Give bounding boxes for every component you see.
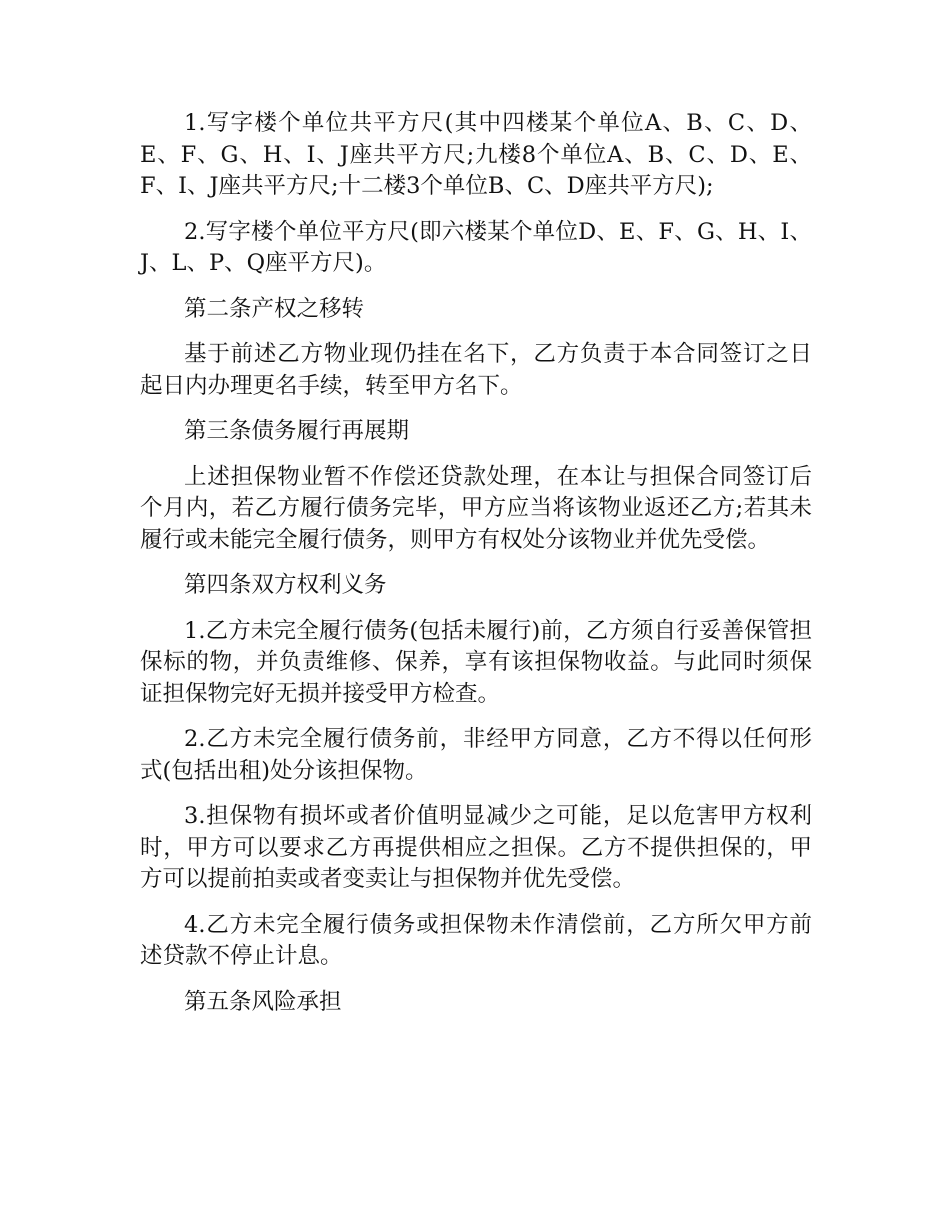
article-4-heading: 第四条双方权利义务 [184,572,387,598]
article-3-heading: 第三条债务履行再展期 [184,418,410,444]
article-2-paragraph: 基于前述乙方物业现仍挂在名下，乙方负责于本合同签订之日起日内办理更名手续，转至甲方名下。 [140,341,812,399]
article-4-item-3-paragraph: 3.担保物有损坏或者价值明显减少之可能，足以危害甲方权利时，甲方可以要求乙方再提供相应之担保。乙方不提供担保的，甲方可以提前拍卖或者变卖让与担保物并优先受偿。 [140,803,812,892]
clause-1-2-paragraph: 2.写字楼个单位平方尺(即六楼某个单位D、E、F、G、H、I、J、L、P、Q座平方尺)。 [140,218,812,276]
article-3-paragraph: 上述担保物业暂不作偿还贷款处理，在本让与担保合同签订后个月内，若乙方履行债务完毕，甲方应当将该物业返还乙方;若其未履行或未能完全履行债务，则甲方有权处分该物业并优先受偿。 [140,463,812,553]
article-4-item-1-paragraph: 1.乙方未完全履行债务(包括未履行)前，乙方须自行妥善保管担保标的物，并负责维修、保养，享有该担保物收益。与此同时须保证担保物完好无损并接受甲方检查。 [140,617,812,707]
article-2-heading: 第二条产权之移转 [184,295,365,322]
document-body [140,108,812,1032]
clause-1-1-paragraph: 1.写字楼个单位共平方尺(其中四楼某个单位A、B、C、D、E、F、G、H、I、J座共平方尺;九楼8个单位A、B、C、D、E、F、I、J座共平方尺;十二楼3个单位B、C、D座共平方尺); [140,110,812,199]
article-4-item-2-paragraph: 2.乙方未完全履行债务前，非经甲方同意，乙方不得以任何形式(包括出租)处分该担保物。 [140,726,812,784]
article-4-item-4-paragraph: 4.乙方未完全履行债务或担保物未作清偿前，乙方所欠甲方前述贷款不停止计息。 [140,911,812,969]
article-5-heading: 第五条风险承担 [184,988,342,1015]
